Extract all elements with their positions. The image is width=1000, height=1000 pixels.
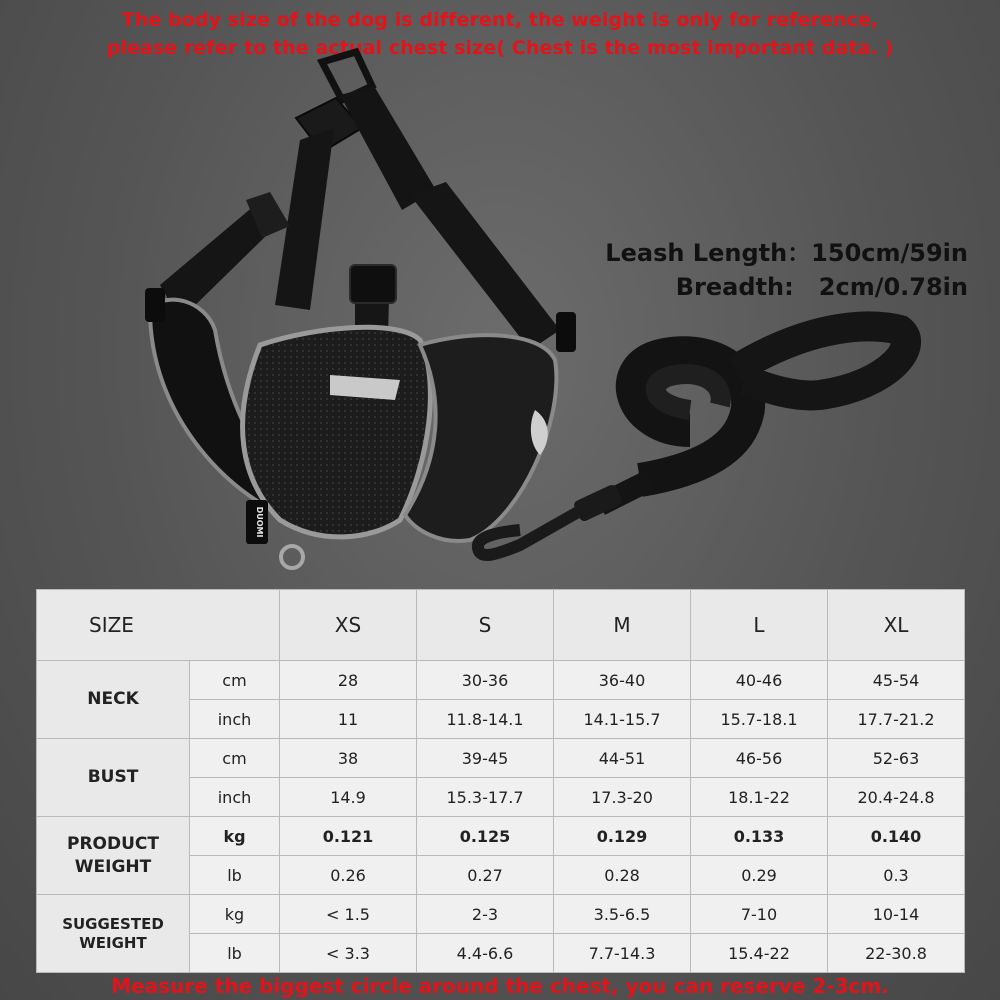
neck-label: NECK xyxy=(37,661,190,739)
table-cell: 22-30.8 xyxy=(828,934,965,973)
size-m: M xyxy=(554,590,691,661)
unit-label: kg xyxy=(190,817,280,856)
table-cell: 0.140 xyxy=(828,817,965,856)
size-xl: XL xyxy=(828,590,965,661)
unit-label: inch xyxy=(190,700,280,739)
table-cell: 52-63 xyxy=(828,739,965,778)
notice-top-line1: The body size of the dog is different, the weight is only for reference, xyxy=(121,9,879,31)
table-cell: 45-54 xyxy=(828,661,965,700)
suggested-weight-label-line1: SUGGESTED xyxy=(62,914,164,933)
table-cell: 0.28 xyxy=(554,856,691,895)
product-weight-label-line2: WEIGHT xyxy=(74,856,152,877)
size-chart-table xyxy=(36,589,965,973)
unit-label: cm xyxy=(190,739,280,778)
table-cell: 0.3 xyxy=(828,856,965,895)
table-cell: 17.3-20 xyxy=(554,778,691,817)
table-cell: 0.29 xyxy=(691,856,828,895)
leash-specs xyxy=(605,236,968,304)
table-row xyxy=(37,895,965,934)
brand-tag: DUOMI xyxy=(255,506,264,538)
table-cell: 36-40 xyxy=(554,661,691,700)
size-label: SIZE xyxy=(37,590,280,661)
size-xs: XS xyxy=(280,590,417,661)
table-cell: 0.27 xyxy=(417,856,554,895)
table-cell: 18.1-22 xyxy=(691,778,828,817)
table-cell: 0.26 xyxy=(280,856,417,895)
unit-label: kg xyxy=(190,895,280,934)
suggested-weight-label-line2: WEIGHT xyxy=(79,933,147,952)
table-cell: 20.4-24.8 xyxy=(828,778,965,817)
leash-length: Leash Length：150cm/59in xyxy=(605,239,968,267)
table-cell: 7.7-14.3 xyxy=(554,934,691,973)
unit-label: cm xyxy=(190,661,280,700)
table-cell: 0.125 xyxy=(417,817,554,856)
bust-label: BUST xyxy=(37,739,190,817)
table-cell: 30-36 xyxy=(417,661,554,700)
unit-label: lb xyxy=(190,856,280,895)
table-cell: 46-56 xyxy=(691,739,828,778)
table-cell: 39-45 xyxy=(417,739,554,778)
table-cell: 0.129 xyxy=(554,817,691,856)
table-cell: 10-14 xyxy=(828,895,965,934)
table-row xyxy=(37,739,965,778)
table-cell: 44-51 xyxy=(554,739,691,778)
table-cell: 11 xyxy=(280,700,417,739)
suggested-weight-label xyxy=(37,895,190,973)
table-cell: 17.7-21.2 xyxy=(828,700,965,739)
table-cell: 7-10 xyxy=(691,895,828,934)
table-cell: 0.133 xyxy=(691,817,828,856)
table-cell: 11.8-14.1 xyxy=(417,700,554,739)
harness-image xyxy=(145,52,576,568)
table-row xyxy=(37,661,965,700)
table-cell: 15.3-17.7 xyxy=(417,778,554,817)
table-row xyxy=(37,817,965,856)
unit-label: inch xyxy=(190,778,280,817)
size-s: S xyxy=(417,590,554,661)
table-cell: 0.121 xyxy=(280,817,417,856)
notice-bottom: Measure the biggest circle around the chest, you can reserve 2-3cm. xyxy=(111,974,889,998)
product-image xyxy=(0,45,1000,590)
table-cell: 38 xyxy=(280,739,417,778)
unit-label: lb xyxy=(190,934,280,973)
table-cell: < 3.3 xyxy=(280,934,417,973)
table-cell: 14.1-15.7 xyxy=(554,700,691,739)
table-cell: 28 xyxy=(280,661,417,700)
product-weight-label-line1: PRODUCT xyxy=(67,833,159,854)
table-cell: 4.4-6.6 xyxy=(417,934,554,973)
product-weight-label xyxy=(37,817,190,895)
size-l: L xyxy=(691,590,828,661)
table-cell: 2-3 xyxy=(417,895,554,934)
table-cell: < 1.5 xyxy=(280,895,417,934)
table-cell: 3.5-6.5 xyxy=(554,895,691,934)
notice-top-line2: please refer to the actual chest size( Chest is the most important data. ) xyxy=(106,37,894,59)
size-header-row xyxy=(37,590,965,661)
table-cell: 40-46 xyxy=(691,661,828,700)
table-cell: 15.4-22 xyxy=(691,934,828,973)
leash-breadth: Breadth: 2cm/0.78in xyxy=(675,273,968,301)
table-cell: 14.9 xyxy=(280,778,417,817)
table-cell: 15.7-18.1 xyxy=(691,700,828,739)
